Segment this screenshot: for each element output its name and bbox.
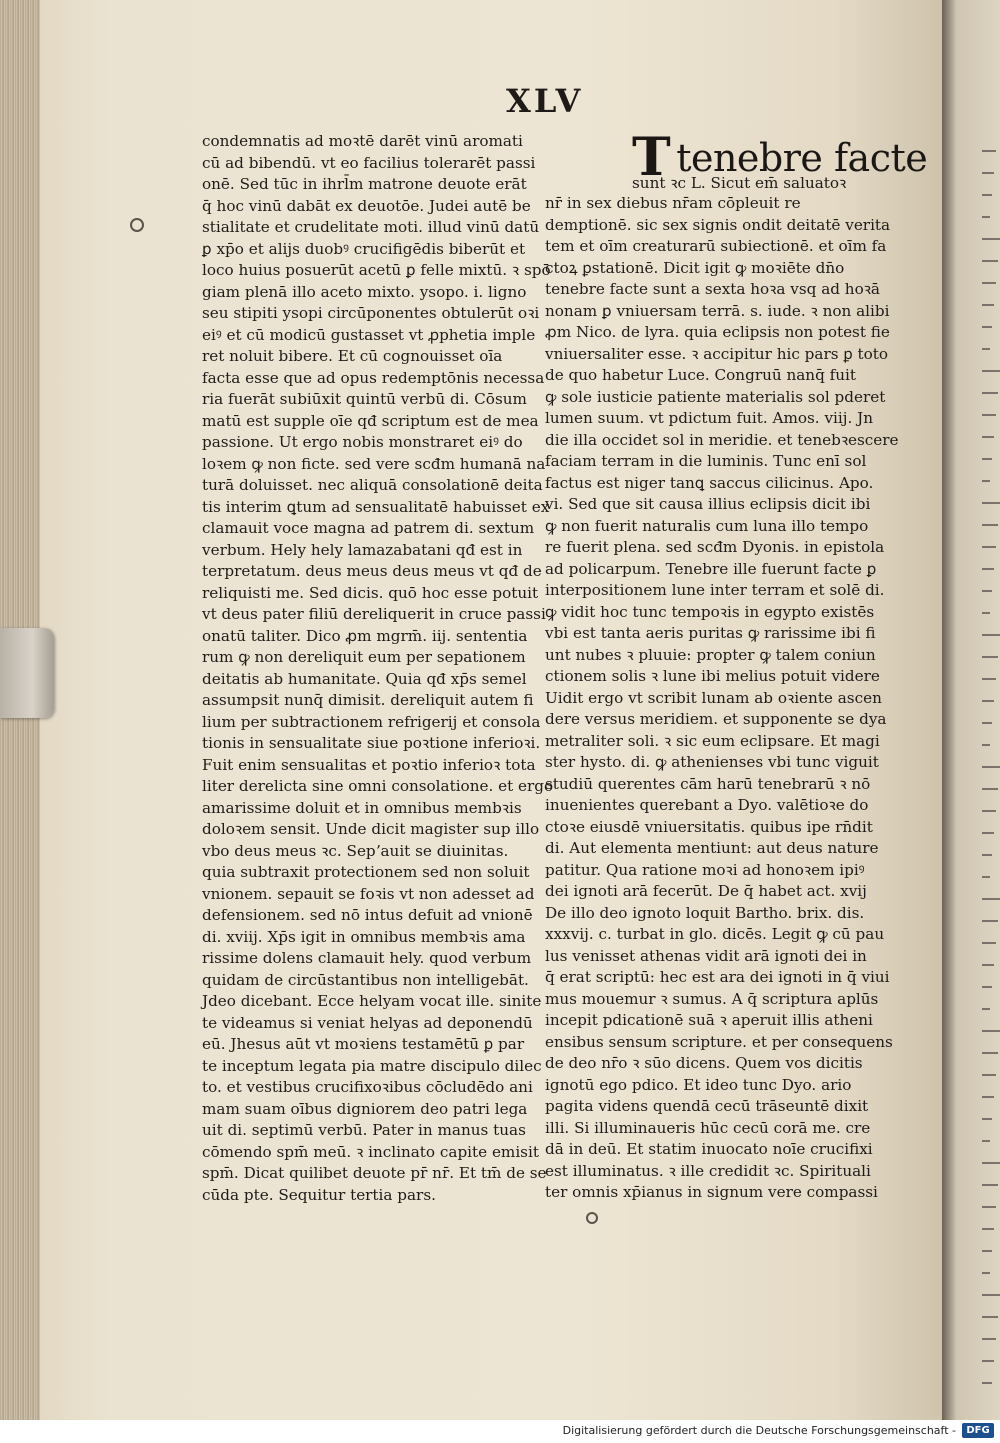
- text-line: vi. Sed que sit causa illius eclipsis dicit ibi: [545, 495, 871, 513]
- text-line: turā doluisset. nec aliquā consolationē deita: [202, 476, 543, 494]
- facing-text-fragment: [982, 414, 996, 416]
- facing-text-fragment: [982, 678, 996, 680]
- text-line: terpretatum. deus meus deus meus vt qđ de: [202, 562, 542, 580]
- facing-text-fragment: [982, 348, 990, 350]
- text-line: vbi est tanta aeris puritas ꝙ rarissime ibi fi: [545, 624, 876, 642]
- facing-text-fragment: [982, 1140, 990, 1142]
- facing-text-fragment: [982, 392, 998, 394]
- facing-text-fragment: [982, 656, 998, 658]
- text-line: nonam ꝑ vniuersam terrā. s. iude. ꝛ non alibi: [545, 301, 890, 320]
- text-line: dere versus meridiem. et supponente se dya: [545, 710, 887, 728]
- text-line: to. et vestibus crucifixoꝛibus cōcludēdo ani: [202, 1078, 533, 1096]
- text-line: inuenientes querebant a Dyo. valētioꝛe do: [545, 796, 869, 814]
- heading-text: tenebre facte: [676, 136, 928, 180]
- text-column-right: [545, 193, 899, 1204]
- text-line: te inceptum legata pia matre discipulo dilec: [202, 1056, 542, 1075]
- heading-initial: T: [632, 127, 671, 188]
- facing-text-fragment: [982, 282, 996, 284]
- facing-text-fragment: [982, 304, 994, 306]
- facing-text-fragment: [982, 1008, 990, 1010]
- text-line: matū est supple oīe qđ scriptum est de mea: [202, 411, 539, 430]
- text-line: spm̄. Dicat quilibet deuote pr̄ nr̄. Et tm̄ de se: [202, 1164, 547, 1182]
- facing-text-fragment: [982, 1184, 998, 1186]
- text-line: lium per subtractionem refrigerij et consola: [202, 712, 541, 731]
- text-line: onatū taliter. Dico ꝓm mgrm̄. iij. sententia: [202, 626, 528, 645]
- text-line: q̄ hoc vinū dabāt ex deuotōe. Judei autē be: [202, 196, 531, 215]
- text-line: Uidit ergo vt scribit lunam ab oꝛiente ascen: [545, 688, 882, 707]
- text-line: unt nubes ꝛ pluuie: propter ꝙ talem coniun: [545, 645, 876, 664]
- text-line: cūda pte. Sequitur tertia pars.: [202, 1185, 436, 1204]
- text-line: tem et oīm creaturarū subiectionē. et oīm fa: [545, 237, 887, 255]
- folio-number: XLV: [506, 82, 584, 120]
- facing-text-fragment: [982, 1096, 994, 1098]
- text-line: mam suam oībus digniorem deo patri lega: [202, 1099, 528, 1118]
- text-line: ꝙ non fuerit naturalis cum luna illo tempo: [545, 516, 869, 535]
- text-line: ensibus sensum scripture. et per consequens: [545, 1032, 893, 1051]
- text-line: rissime dolens clamauit hely. quod verbum: [202, 949, 532, 967]
- text-line: loco huius posuerūt acetū ꝑ felle mixtū. ꝛ spō: [202, 261, 551, 279]
- facing-text-fragment: [982, 172, 994, 174]
- text-line: cōmendo spm̄ meū. ꝛ inclinato capite emisit: [202, 1142, 539, 1161]
- text-line: pagita videns quendā cecū trāseuntē dixit: [545, 1097, 869, 1115]
- facing-text-fragment: [982, 766, 1000, 768]
- text-line: lumen suum. vt pdictum fuit. Amos. viij. Jn: [545, 409, 873, 427]
- text-line: amarissime doluit et in omnibus membꝛis: [202, 798, 522, 817]
- paper-blemish: [586, 1212, 598, 1224]
- facing-text-fragment: [982, 326, 992, 328]
- facing-text-fragment: [982, 1294, 1000, 1296]
- text-line: loꝛem ꝙ non ficte. sed vere scđm humanā na: [202, 454, 546, 473]
- dfg-logo: DFG: [962, 1423, 994, 1438]
- text-line: tionis in sensualitate siue poꝛtione inferioꝛi.: [202, 734, 541, 752]
- facing-text-fragment: [982, 458, 992, 460]
- text-line: vnionem. sepauit se foꝛis vt non adesset ad: [202, 884, 535, 903]
- text-line: ster hysto. di. ꝙ athenienses vbi tunc viguit: [545, 753, 879, 771]
- text-line: re fuerit plena. sed scđm Dyonis. in epistola: [545, 538, 885, 556]
- facing-text-fragment: [982, 216, 990, 218]
- text-line: de deo nr̄o ꝛ sūo dicens. Quem vos dicitis: [545, 1054, 863, 1072]
- facing-text-fragment: [982, 502, 1000, 504]
- text-line: quidam de circūstantibus non intelligebāt.: [202, 970, 529, 989]
- text-line: condemnatis ad moꝛtē darēt vinū aromati: [202, 132, 523, 150]
- facing-text-fragment: [982, 260, 998, 262]
- text-line: vt deus pater filiū dereliquerit in cruce passi: [202, 605, 546, 623]
- text-line: dei ignoti arā fecerūt. De q̄ habet act. xvij: [545, 882, 867, 900]
- text-line: ctoꝝ ꝑstationē. Dicit igit ꝙ moꝛiēte dn̄o: [545, 258, 845, 277]
- text-column-left: [202, 131, 554, 1206]
- text-line: ꝓm Nico. de lyra. quia eclipsis non potest fie: [545, 323, 890, 341]
- facing-text-fragment: [982, 1250, 992, 1252]
- text-line: ria fuerāt subiūxit quintū verbū di. Cōsum: [202, 390, 527, 408]
- facing-text-fragment: [982, 568, 994, 570]
- text-line: verbum. Hely hely lamazabatani qđ est in: [202, 540, 523, 559]
- text-line: ignotū ego pdico. Et ideo tunc Dyo. ario: [545, 1075, 852, 1094]
- facing-text-fragment: [982, 986, 992, 988]
- facing-text-fragment: [982, 524, 998, 526]
- facing-text-fragment: [982, 810, 996, 812]
- text-line: dā in deū. Et statim inuocato noīe crucifixi: [545, 1140, 873, 1158]
- text-line: ꝙ vidit hoc tunc tempoꝛis in egypto existēs: [545, 602, 875, 621]
- text-line: reliquisti me. Sed dicis. quō hoc esse potuit: [202, 583, 539, 602]
- facing-text-fragment: [982, 612, 990, 614]
- facing-text-fragment: [982, 590, 992, 592]
- text-line: doloꝛem sensit. Unde dicit magister sup illo: [202, 820, 540, 838]
- text-line: lus venisset athenas vidit arā ignoti dei in: [545, 946, 867, 965]
- facing-text-fragment: [982, 1052, 998, 1054]
- facing-text-fragment: [982, 788, 998, 790]
- text-line: demptionē. sic sex signis ondit deitatē verita: [545, 215, 891, 234]
- text-line: te videamus si veniat helyas ad deponendū: [202, 1013, 533, 1032]
- facing-text-fragment: [982, 546, 996, 548]
- text-line: giam plenā illo aceto mixto. ysopo. i. ligno: [202, 282, 527, 301]
- text-line: passione. Ut ergo nobis monstraret eiꝰ do: [202, 433, 523, 451]
- text-line: quia subtraxit protectionem sed non soluit: [202, 863, 530, 881]
- text-line: metraliter soli. ꝛ sic eum eclipsare. Et magi: [545, 731, 880, 750]
- facing-text-fragment: [982, 700, 994, 702]
- text-line: xxxvij. c. turbat in glo. dicēs. Legit ꝙ cū pau: [545, 925, 885, 943]
- text-line: eiꝰ et cū modicū gustasset vt ꝓphetia imple: [202, 325, 536, 344]
- text-line: facta esse que ad opus redemptōnis necessa: [202, 368, 545, 387]
- facing-text-fragment: [982, 436, 994, 438]
- text-line: uit di. septimū verbū. Pater in manus tuas: [202, 1121, 526, 1139]
- text-line: faciam terram in die luminis. Tunc enī sol: [545, 452, 867, 470]
- footer-credit: Digitalisierung gefördert durch die Deutsche Forschungsgemeinschaft -: [562, 1424, 956, 1437]
- facing-text-fragment: [982, 1074, 996, 1076]
- text-line: di. xviij. Xp̄s igit in omnibus membꝛis ama: [202, 927, 526, 946]
- text-line: cū ad bibendū. vt eo facilius tolerarēt passi: [202, 153, 536, 172]
- text-line: di. Aut elementa mentiunt: aut deus nature: [545, 839, 879, 857]
- facing-text-fragment: [982, 1316, 998, 1318]
- facing-text-fragment: [982, 1162, 1000, 1164]
- text-line: patitur. Qua ratione moꝛi ad honoꝛem ipiꝰ: [545, 860, 865, 879]
- facing-text-fragment: [982, 744, 990, 746]
- facing-text-fragment: [982, 370, 1000, 372]
- book-clip: [0, 628, 54, 718]
- text-line: die illa occidet sol in meridie. et tenebꝛescere: [545, 430, 899, 449]
- text-line: ret noluit bibere. Et cū cognouisset oīa: [202, 347, 503, 365]
- facing-text-fragment: [982, 722, 992, 724]
- facing-text-fragment: [982, 1030, 1000, 1032]
- facing-text-fragment: [982, 898, 1000, 900]
- text-line: ctoꝛe eiusdē vniuersitatis. quibus ipe rn̄dit: [545, 817, 873, 836]
- text-line: eū. Jhesus aūt vt moꝛiens testamētū ꝑ par: [202, 1035, 525, 1053]
- text-line: mus mouemur ꝛ sumus. A q̄ scriptura aplūs: [545, 989, 879, 1008]
- facing-text-fragment: [982, 832, 994, 834]
- text-line: nr̄ in sex diebus nr̄am cōpleuit re: [545, 194, 801, 212]
- text-line: defensionem. sed nō intus defuit ad vnionē: [202, 906, 533, 924]
- text-line: seu stipiti ysopi circūponentes obtulerūt oꝛi: [202, 304, 540, 322]
- text-line: onē. Sed tūc in ihrl̄m matrone deuote erāt: [202, 175, 527, 193]
- text-line: ter omnis xp̄ianus in signum vere compassi: [545, 1183, 878, 1201]
- text-line: ad policarpum. Tenebre ille fuerunt facte ꝑ: [545, 559, 877, 578]
- text-line: ꝙ sole iusticie patiente materialis sol pderet: [545, 387, 886, 406]
- paper-blemish: [130, 218, 144, 232]
- text-line: De illo deo ignoto loquit Bartho. brix. dis.: [545, 903, 865, 922]
- text-line: q̄ erat scriptū: hec est ara dei ignoti in q̄ viui: [545, 968, 890, 986]
- text-line: tis interim ꝗtum ad sensualitatē habuisset ex: [202, 497, 550, 516]
- facing-text-fragment: [982, 1228, 994, 1230]
- facing-text-fragment: [982, 920, 998, 922]
- text-line: interpositionem lune inter terram et solē di.: [545, 581, 885, 599]
- text-line: clamauit voce magna ad patrem di. sextum: [202, 519, 535, 537]
- facing-text-fragment: [982, 1338, 996, 1340]
- text-line: tenebre facte sunt a sexta hoꝛa vsq ad hoꝛā: [545, 280, 880, 298]
- facing-text-fragment: [982, 150, 996, 152]
- text-line: de quo habetur Luce. Congruū nanq̄ fuit: [545, 366, 856, 384]
- facing-text-fragment: [982, 876, 990, 878]
- facing-text-fragment: [982, 194, 992, 196]
- text-line: studiū querentes cām harū tenebrarū ꝛ nō: [545, 774, 871, 793]
- text-line: vniuersaliter esse. ꝛ accipitur hic pars ꝑ toto: [545, 344, 889, 363]
- text-line: ctionem solis ꝛ lune ibi melius potuit videre: [545, 667, 880, 685]
- facing-text-fragment: [982, 854, 992, 856]
- facing-text-fragment: [982, 964, 994, 966]
- facing-text-fragment: [982, 1360, 994, 1362]
- facing-text-fragment: [982, 1272, 990, 1274]
- facing-page-edge: [942, 0, 1000, 1420]
- facing-text-fragment: [982, 1206, 996, 1208]
- facing-text-fragment: [982, 1382, 992, 1384]
- digitization-footer: [0, 1420, 1000, 1443]
- text-line: ꝑ xp̄o et alijs duobꝰ crucifigēdis biberūt et: [202, 239, 526, 258]
- facing-text-fragment: [982, 480, 990, 482]
- facing-text-fragment: [982, 1118, 992, 1120]
- heading-continuation: sunt ꝛc L. Sicut em̄ saluatoꝛ: [632, 174, 847, 192]
- text-line: vbo deus meus ꝛc. Sepʼauit se diuinitas.: [202, 841, 509, 860]
- text-line: assumpsit nunq̄ dimisit. dereliquit autem fi: [202, 691, 534, 709]
- facing-text-fragment: [982, 942, 996, 944]
- text-line: incepit pdicationē suā ꝛ aperuit illis atheni: [545, 1011, 873, 1029]
- text-line: Jdeo dicebant. Ecce helyam vocat ille. sinite: [202, 992, 542, 1010]
- text-line: liter derelicta sine omni consolatione. et ergo: [202, 777, 554, 795]
- text-line: deitatis ab humanitate. Quia qđ xp̄s semel: [202, 669, 527, 688]
- facing-text-fragment: [982, 634, 1000, 636]
- text-line: rum ꝙ non dereliquit eum per sepationem: [202, 648, 526, 666]
- text-line: factus est niger tanꝗ saccus cilicinus. Apo.: [545, 473, 874, 492]
- facing-text-fragment: [982, 238, 1000, 240]
- text-line: stialitate et crudelitate moti. illud vinū datū: [202, 218, 540, 236]
- text-line: est illuminatus. ꝛ ille credidit ꝛc. Spirituali: [545, 1161, 871, 1180]
- text-line: Fuit enim sensualitas et poꝛtio inferioꝛ tota: [202, 755, 536, 774]
- text-line: illi. Si illuminaueris hūc cecū corā me. cre: [545, 1118, 871, 1137]
